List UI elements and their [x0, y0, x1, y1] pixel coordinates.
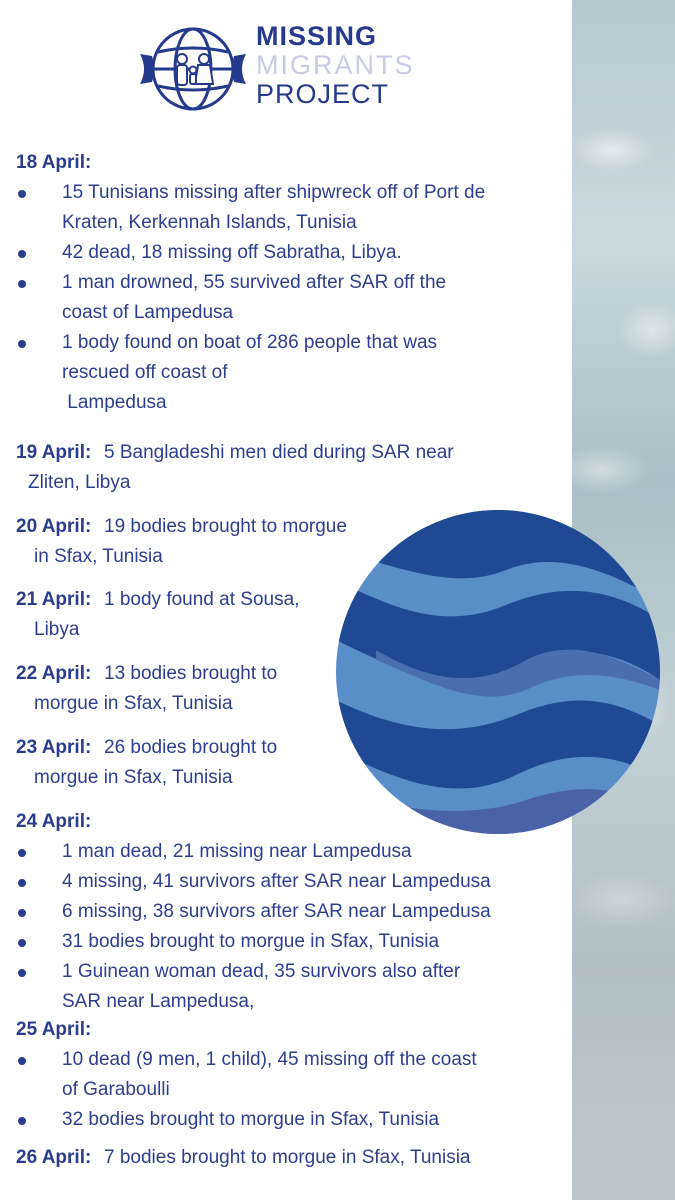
entry-text: 5 Bangladeshi men died during SAR near: [104, 442, 454, 463]
entry-text: 13 bodies brought to: [104, 663, 278, 684]
bullet-text: 10 dead (9 men, 1 child), 45 missing off the coast: [62, 1049, 477, 1070]
entry-date: 18 April:: [16, 152, 92, 173]
bullet-text: SAR near Lampedusa,: [62, 991, 255, 1012]
bullet-text: 1 body found on boat of 286 people that was: [62, 332, 438, 353]
waves-circle-graphic: [336, 510, 660, 834]
bullet-icon: [18, 909, 26, 917]
bullet-icon: [18, 250, 26, 258]
entry-text: in Sfax, Tunisia: [34, 546, 163, 567]
bullet-text: 1 Guinean woman dead, 35 survivors also after: [62, 961, 461, 982]
bullet-icon: [18, 280, 26, 288]
entry-text: Zliten, Libya: [28, 472, 131, 493]
bullet-icon: [18, 190, 26, 198]
entry-text: 7 bodies brought to morgue in Sfax, Tunisia: [104, 1147, 471, 1168]
bullet-text: 4 missing, 41 survivors after SAR near Lampedusa: [62, 871, 491, 892]
bullet-icon: [18, 969, 26, 977]
entry-date: 25 April:: [16, 1019, 92, 1040]
bullet-text: 15 Tunisians missing after shipwreck off of Port de: [62, 182, 486, 203]
bullet-text: 1 man dead, 21 missing near Lampedusa: [62, 841, 412, 862]
bullet-icon: [18, 849, 26, 857]
bullet-text: Lampedusa: [62, 392, 167, 413]
entry-date: 19 April:: [16, 442, 92, 463]
entry-text: 19 bodies brought to morgue: [104, 516, 347, 537]
bullet-text: Kraten, Kerkennah Islands, Tunisia: [62, 212, 357, 233]
bullet-icon: [18, 340, 26, 348]
entry-date: 21 April:: [16, 589, 92, 610]
bullet-text: rescued off coast of: [62, 362, 228, 383]
logo-line-project: PROJECT: [256, 79, 390, 109]
bullet-icon: [18, 939, 26, 947]
entry-text: Libya: [34, 619, 80, 640]
entry-date: 22 April:: [16, 663, 92, 684]
bullet-text: of Garaboulli: [62, 1079, 170, 1100]
entry-date: 23 April:: [16, 737, 92, 758]
entry-text: morgue in Sfax, Tunisia: [34, 767, 233, 788]
logo-wordmark: [256, 22, 415, 109]
entry-date: 24 April:: [16, 811, 92, 832]
iom-globe-family-icon: [138, 24, 248, 114]
entry-text: 1 body found at Sousa,: [104, 589, 300, 610]
entry-date: 20 April:: [16, 516, 92, 537]
bullet-text: 42 dead, 18 missing off Sabratha, Libya.: [62, 242, 402, 263]
missing-migrants-logo: [138, 22, 438, 112]
logo-line-missing: MISSING: [256, 21, 378, 51]
bullet-text: coast of Lampedusa: [62, 302, 234, 323]
bullet-text: 32 bodies brought to morgue in Sfax, Tunisia: [62, 1109, 440, 1130]
bullet-text: 1 man drowned, 55 survived after SAR off the: [62, 272, 447, 293]
entry-text: morgue in Sfax, Tunisia: [34, 693, 233, 714]
bullet-icon: [18, 879, 26, 887]
logo-line-migrants: MIGRANTS: [256, 50, 415, 80]
bullet-icon: [18, 1057, 26, 1065]
bullet-icon: [18, 1117, 26, 1125]
entry-date: 26 April:: [16, 1147, 92, 1168]
bullet-text: 31 bodies brought to morgue in Sfax, Tunisia: [62, 931, 440, 952]
entry-text: 26 bodies brought to: [104, 737, 278, 758]
bullet-text: 6 missing, 38 survivors after SAR near Lampedusa: [62, 901, 491, 922]
